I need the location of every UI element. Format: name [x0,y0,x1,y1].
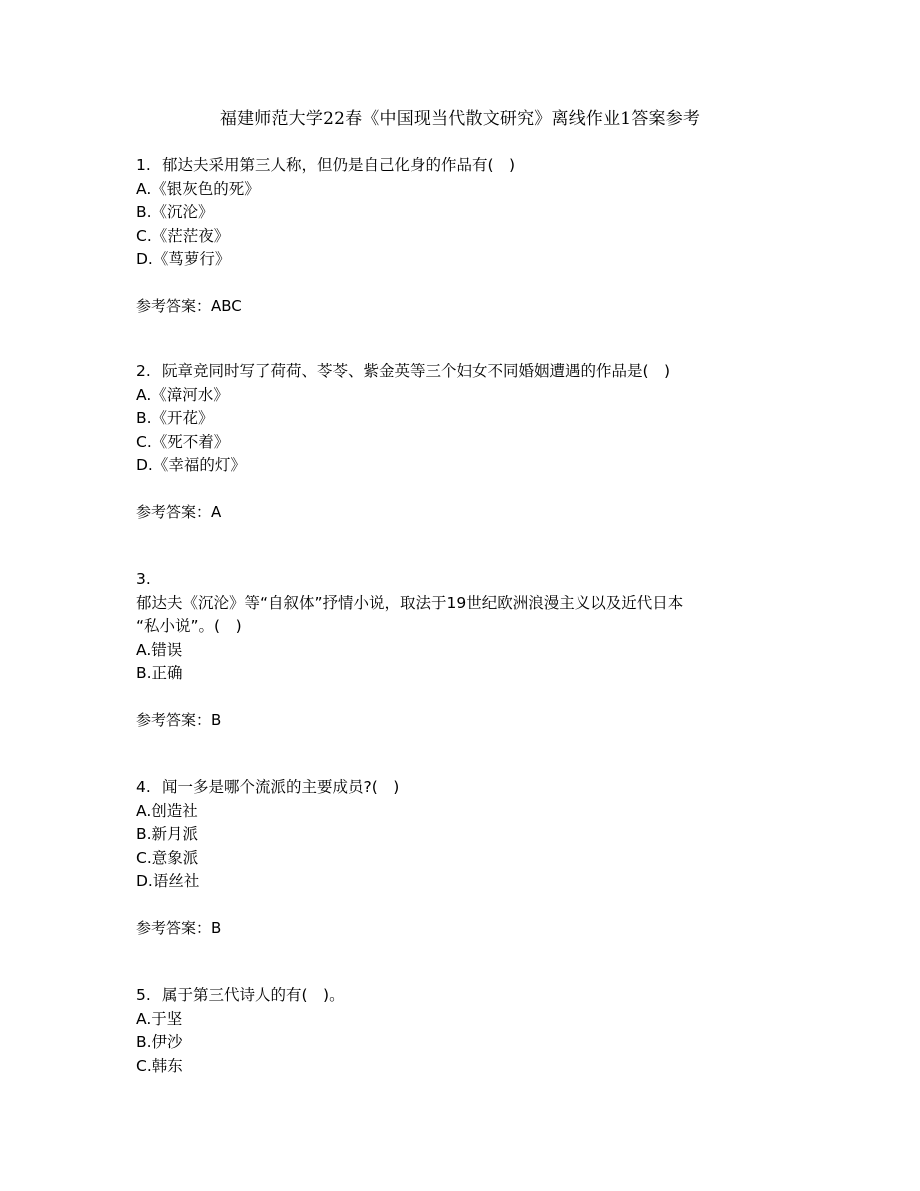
option-b: B.伊沙 [136,1033,183,1051]
answer-value: B [211,710,222,729]
option-c: C.《茫茫夜》 [136,226,230,245]
option-c: C.韩东 [136,1056,183,1075]
question-text: 属于第三代诗人的有( )。 [162,986,345,1004]
option-d: D.《幸福的灯》 [136,456,246,474]
question-5 [136,984,816,1078]
question-stem [136,154,816,178]
question-4 [136,776,816,940]
option-a: A.于坚 [136,1009,183,1028]
question-number: 2. [136,362,151,380]
question-1 [136,154,816,318]
option-d: D.《茑萝行》 [136,250,231,268]
question-text: 郁达夫采用第三人称，但仍是自己化身的作品有( ) [162,156,516,174]
answer-label: 参考答案： [136,502,212,521]
answer-line [136,917,816,941]
option-a: A.创造社 [136,801,198,820]
answer-line [136,295,816,319]
question-2 [136,360,816,524]
answer-label: 参考答案： [136,710,212,729]
option-a: A.《漳河水》 [136,385,229,404]
question-number: 1. [136,156,151,174]
option-b: B.正确 [136,664,183,682]
answer-line [136,709,816,733]
question-number: 5. [136,986,151,1004]
option-b: B.《开花》 [136,409,214,427]
answer-value: A [211,502,222,521]
document-title: 福建师范大学22春《中国现当代散文研究》离线作业1答案参考 [219,109,701,129]
question-text-line-1: 郁达夫《沉沦》等“自叙体”抒情小说，取法于19世纪欧洲浪漫主义以及近代日本 [136,593,684,612]
question-text-line-2: “私小说”。( ) [136,617,242,635]
question-text: 阮章竞同时写了荷荷、苓苓、紫金英等三个妇女不同婚姻遭遇的作品是( ) [162,362,671,380]
answer-line [136,501,816,525]
option-c: C.意象派 [136,848,199,867]
question-3 [136,568,816,732]
question-text: 闻一多是哪个流派的主要成员?( ) [162,778,400,796]
answer-label: 参考答案： [136,918,212,937]
option-c: C.《死不着》 [136,432,230,451]
option-b: B.《沉沦》 [136,203,214,221]
question-stem [136,776,816,800]
answer-value: B [211,918,222,937]
option-b: B.新月派 [136,825,199,843]
question-number: 3. [136,570,151,588]
option-a: A.《银灰色的死》 [136,179,260,198]
question-number: 4. [136,778,151,796]
option-a: A.错误 [136,640,183,659]
answer-value: ABC [211,296,242,315]
question-stem [136,984,816,1008]
answer-label: 参考答案： [136,296,212,315]
option-d: D.语丝社 [136,872,200,890]
question-stem [136,360,816,384]
